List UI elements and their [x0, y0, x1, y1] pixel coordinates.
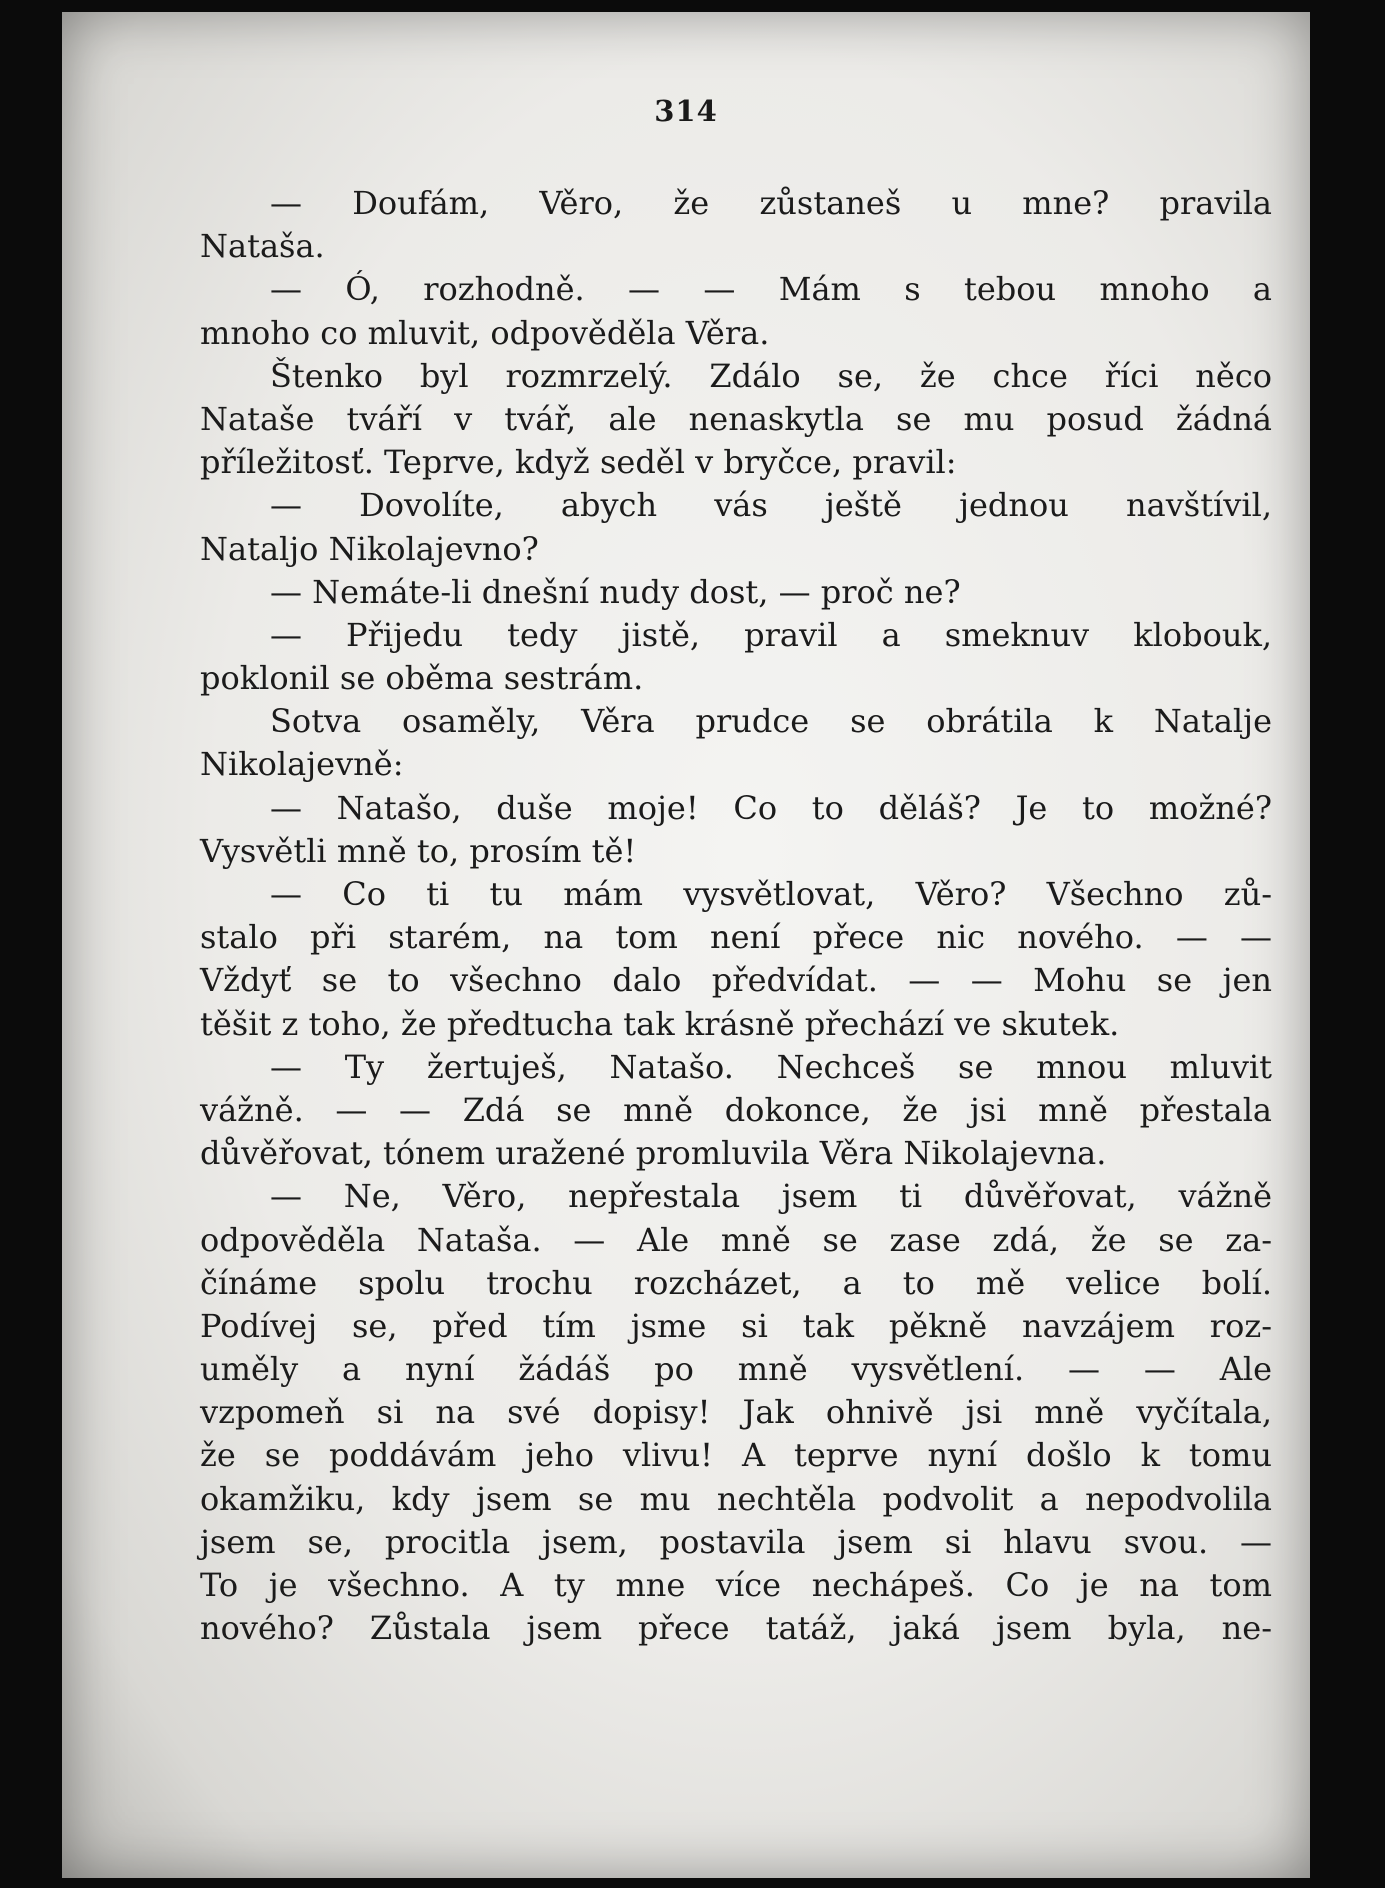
- text-line: — Ty žertuješ, Natašo. Nechceš se mnou mluvit: [270, 1047, 1272, 1086]
- text-line: důvěřovat, tónem uražené promluvila Věra Nikolajevna.: [200, 1134, 1107, 1173]
- text-line: vzpomeň si na své dopisy! Jak ohnivě jsi mně vyčítala,: [200, 1393, 1272, 1432]
- text-line: — Přijedu tedy jistě, pravil a smeknuv klobouk,: [270, 615, 1272, 654]
- page-number: 314: [654, 94, 718, 128]
- text-line: — Co ti tu mám vysvětlovat, Věro? Všechno zů-: [270, 875, 1272, 913]
- text-line: Nikolajevně:: [200, 745, 404, 784]
- text-line: — Ne, Věro, nepřestala jsem ti důvěřovat, vážně: [270, 1177, 1272, 1216]
- text-line: Nataša.: [200, 227, 325, 266]
- text-line: Nataljo Nikolajevno?: [200, 529, 539, 568]
- text-line: mnoho co mluvit, odpověděla Věra.: [200, 313, 770, 352]
- text-line: příležitosť. Teprve, když seděl v bryčce, pravil:: [200, 443, 957, 482]
- text-line: poklonil se oběma sestrám.: [200, 659, 644, 698]
- text-line: — Ó, rozhodně. — — Mám s tebou mnoho a: [270, 270, 1272, 309]
- text-line: — Nemáte-li dnešní nudy dost, — proč ne?: [270, 572, 961, 611]
- text-line: Vždyť se to všechno dalo předvídat. — — Mohu se jen: [200, 961, 1272, 1000]
- text-line: nového? Zůstala jsem přece tatáž, jaká jsem byla, ne-: [200, 1609, 1272, 1648]
- text-line: Nataše tváří v tvář, ale nenaskytla se mu posud žádná: [200, 399, 1272, 438]
- text-line: Sotva osaměly, Věra prudce se obrátila k Natalje: [270, 702, 1272, 741]
- text-line: těšit z toho, že předtucha tak krásně přechází ve skutek.: [200, 1004, 1120, 1043]
- text-line: stalo při starém, na tom není přece nic nového. — —: [200, 918, 1272, 957]
- text-line: Vysvětli mně to, prosím tě!: [200, 831, 637, 870]
- body-text: [200, 182, 1272, 1650]
- text-line: Štenko byl rozmrzelý. Zdálo se, že chce říci něco: [270, 356, 1272, 395]
- text-line: okamžiku, kdy jsem se mu nechtěla podvolit a nepodvolila: [200, 1479, 1272, 1518]
- text-line: — Dovolíte, abych vás ještě jednou navštívil,: [270, 486, 1272, 525]
- text-line: — Doufám, Věro, že zůstaneš u mne? pravila: [270, 184, 1272, 222]
- text-line: To je všechno. A ty mne více nechápeš. Co je na tom: [200, 1566, 1272, 1604]
- text-line: že se poddávám jeho vlivu! A teprve nyní došlo k tomu: [200, 1436, 1272, 1475]
- text-line: odpověděla Nataša. — Ale mně se zase zdá, že se za-: [200, 1220, 1272, 1259]
- text-line: jsem se, procitla jsem, postavila jsem si hlavu svou. —: [200, 1522, 1272, 1561]
- text-line: vážně. — — Zdá se mně dokonce, že jsi mně přestala: [200, 1090, 1272, 1129]
- text-line: — Natašo, duše moje! Co to děláš? Je to možné?: [270, 788, 1272, 827]
- text-line: uměly a nyní žádáš po mně vysvětlení. — — Ale: [200, 1350, 1272, 1389]
- text-line: čínáme spolu trochu rozcházet, a to mě velice bolí.: [200, 1263, 1272, 1302]
- text-line: Podívej se, před tím jsme si tak pěkně navzájem roz-: [200, 1306, 1272, 1345]
